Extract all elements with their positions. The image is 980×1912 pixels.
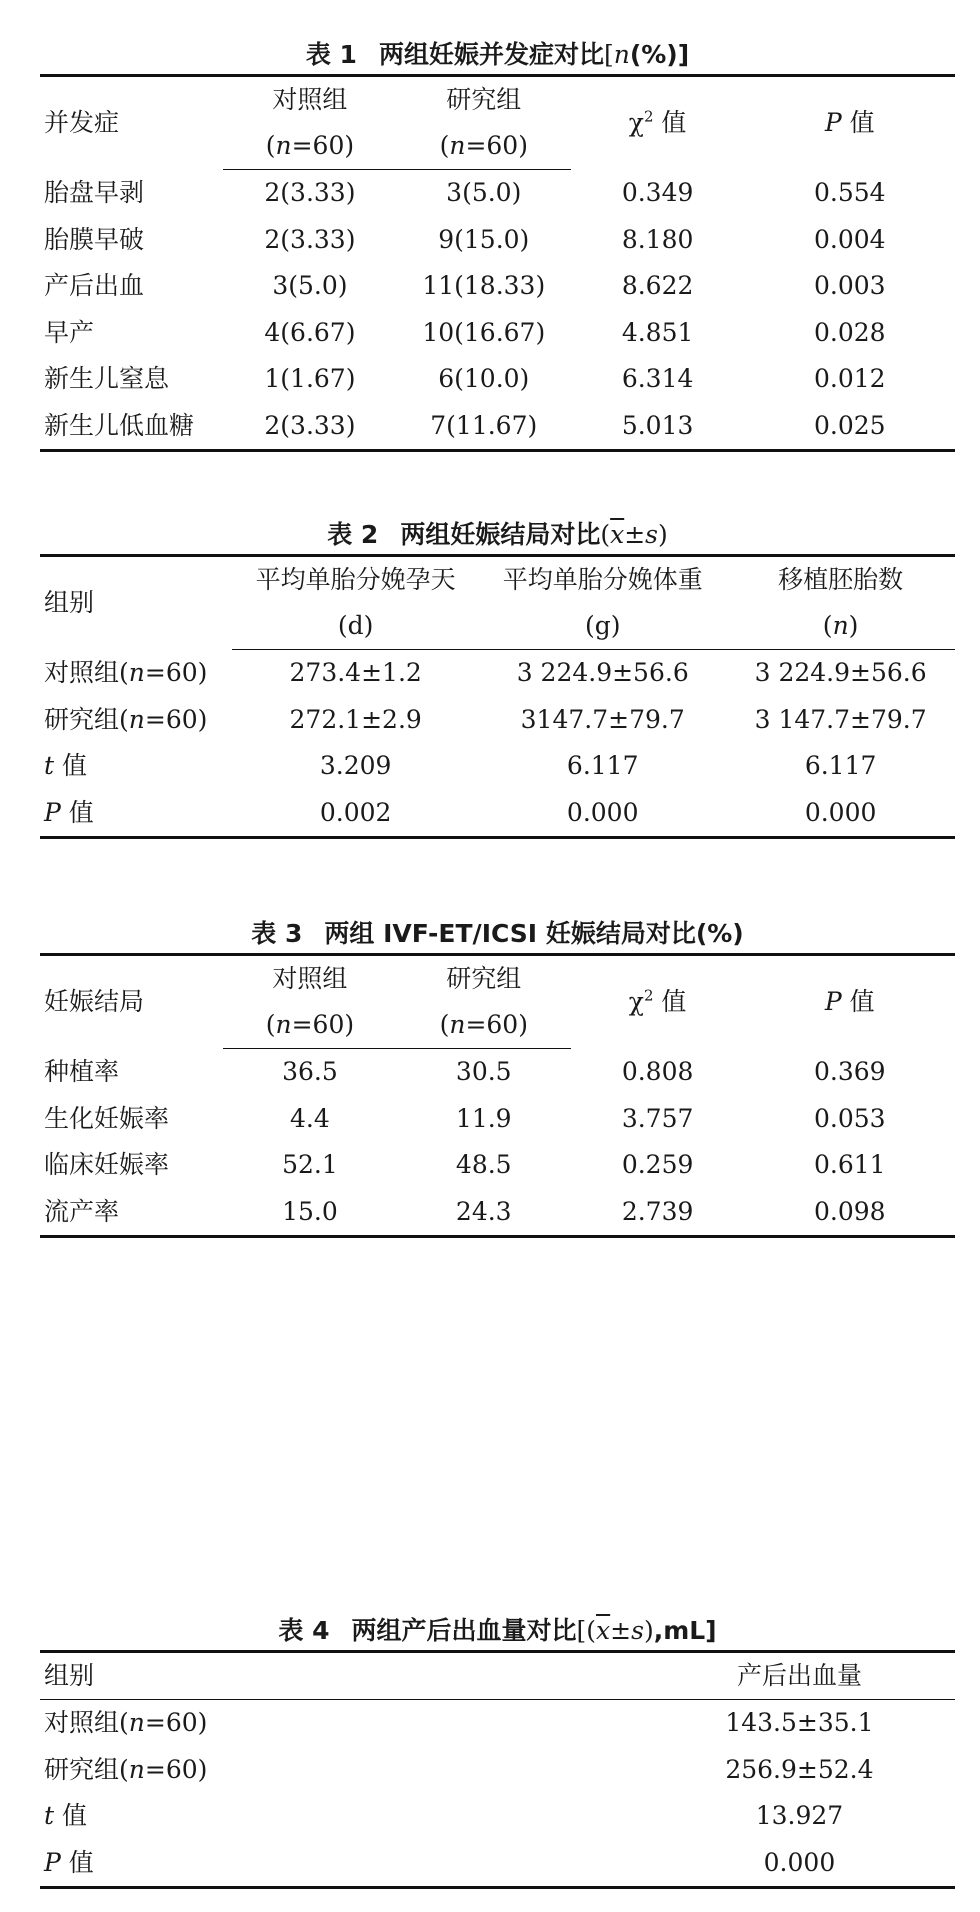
header-cell: (n=60): [223, 1002, 397, 1049]
row-label-cell: 对照组(n=60): [44, 657, 208, 687]
data-cell: 6.314: [621, 364, 694, 393]
caption-label: 表 2: [327, 520, 379, 549]
data-cell: 52.1: [282, 1150, 338, 1179]
table-row: [40, 1142, 955, 1189]
table-row: [40, 263, 955, 310]
row-label-cell: 新生儿窒息: [44, 364, 170, 393]
table-2-grid: [40, 554, 955, 839]
data-cell: 0.028: [813, 317, 886, 347]
table-row: [40, 170, 955, 217]
data-cell: 2(3.33): [264, 224, 356, 254]
data-cell: 6.117: [566, 751, 639, 780]
caption-title: 两组 IVF-ET/ICSI 妊娠结局对比(%): [324, 919, 744, 948]
table-row: [40, 403, 955, 451]
data-cell: 24.3: [455, 1196, 512, 1226]
table-3-grid: [40, 953, 955, 1238]
header-cell: 产后出血量: [644, 1652, 955, 1700]
data-cell: 11(18.33): [422, 271, 546, 300]
row-label-cell: 产后出血: [44, 271, 145, 300]
table-row: [40, 1700, 955, 1747]
table-row: [40, 1049, 955, 1096]
table-4: [40, 1614, 955, 1889]
header-cell: (n): [726, 603, 955, 650]
row-label-cell: 早产: [44, 317, 95, 347]
row-label-cell: P 值: [44, 1847, 94, 1877]
data-cell: 2(3.33): [264, 178, 356, 207]
header-cell: 平均单胎分娩孕天: [255, 565, 456, 594]
table-1-caption: 表 1 两组妊娠并发症对比[n(%)]: [305, 40, 690, 69]
header-cell: (n=60): [397, 1002, 571, 1049]
data-cell: 0.004: [813, 224, 886, 254]
data-cell: 3.757: [621, 1103, 694, 1133]
table-row: [40, 790, 955, 838]
data-cell: 0.000: [763, 1847, 836, 1877]
caption-label: 表 1: [305, 40, 357, 69]
header-cell: 并发症: [44, 108, 120, 138]
row-label-cell: 对照组(n=60): [44, 1708, 208, 1737]
header-cell: 研究组: [446, 964, 522, 993]
data-cell: 48.5: [455, 1150, 512, 1179]
data-cell: 0.349: [621, 177, 694, 207]
table-row: [40, 1189, 955, 1237]
row-label-cell: 流产率: [44, 1196, 120, 1226]
data-cell: 256.9±52.4: [725, 1754, 874, 1784]
data-cell: 30.5: [455, 1057, 512, 1086]
header-cell: P 值: [824, 987, 875, 1017]
data-cell: 0.000: [566, 797, 639, 827]
data-cell: 0.002: [319, 797, 392, 827]
data-cell: 0.098: [813, 1196, 886, 1226]
table-3-caption: [40, 917, 955, 953]
header-cell: 对照组: [272, 964, 348, 993]
data-cell: 6(10.0): [438, 364, 530, 393]
header-cell: (g): [479, 603, 726, 650]
caption-title: 两组妊娠结局对比: [400, 520, 601, 549]
data-cell: 3 224.9±56.6: [754, 658, 927, 687]
header-cell: P 值: [824, 108, 875, 138]
data-cell: 4(6.67): [264, 317, 356, 347]
data-cell: 6.117: [804, 751, 877, 780]
caption-title: 两组妊娠并发症对比: [378, 40, 604, 69]
table-row: [40, 310, 955, 357]
data-cell: 11.9: [455, 1103, 512, 1133]
data-cell: 15.0: [282, 1196, 338, 1226]
table-1: [40, 38, 955, 452]
table-1-grid: [40, 74, 955, 452]
row-label-cell: 胎膜早破: [44, 224, 145, 254]
row-label-cell: 研究组(n=60): [44, 1754, 208, 1784]
data-cell: 13.927: [755, 1801, 844, 1830]
header-cell: 移植胚胎数: [778, 565, 904, 594]
caption-title: 两组产后出血量对比: [351, 1616, 577, 1645]
data-cell: 272.1±2.9: [289, 704, 422, 734]
data-cell: 0.000: [804, 797, 877, 827]
header-cell: $\chi^2$ 值: [628, 107, 687, 138]
data-cell: 5.013: [621, 410, 694, 440]
header-cell: 组别: [40, 1652, 644, 1700]
caption-label: 表 4: [278, 1616, 330, 1645]
row-label-cell: 新生儿低血糖: [44, 410, 195, 440]
header-cell: (d): [232, 603, 479, 650]
header-cell: 研究组: [446, 85, 522, 114]
data-cell: 3.209: [319, 751, 392, 780]
caption-label: 表 3: [251, 919, 303, 948]
table-2-caption: 表 2 两组妊娠结局对比$(\overline{x}\pm s)$: [327, 520, 668, 549]
data-cell: 0.003: [813, 271, 886, 300]
data-cell: 7(11.67): [430, 410, 538, 440]
row-label-cell: t 值: [44, 751, 87, 780]
data-cell: 0.554: [813, 177, 886, 207]
table-row: [40, 1747, 955, 1794]
table-row: [40, 217, 955, 264]
row-label-cell: 种植率: [44, 1056, 120, 1086]
data-cell: 3(5.0): [272, 271, 348, 300]
data-cell: 4.851: [621, 317, 694, 347]
data-cell: 8.180: [621, 224, 694, 254]
data-cell: 0.012: [813, 364, 886, 393]
table-row: [40, 697, 955, 744]
table-2: [40, 518, 955, 839]
header-cell: 平均单胎分娩体重: [502, 565, 703, 594]
data-cell: 8.622: [621, 271, 694, 300]
data-cell: 36.5: [282, 1057, 338, 1086]
table-row: [40, 1096, 955, 1143]
data-cell: 0.025: [813, 410, 886, 440]
data-cell: 3 147.7±79.7: [754, 704, 927, 734]
data-cell: 143.5±35.1: [725, 1708, 874, 1737]
table-4-grid: [40, 1650, 955, 1889]
header-cell: 对照组: [272, 85, 348, 114]
data-cell: 4.4: [290, 1103, 330, 1133]
caption-suffix: ,mL]: [653, 1616, 717, 1645]
table-row: [40, 650, 955, 697]
data-cell: 3(5.0): [446, 178, 522, 207]
header-cell: (n=60): [223, 123, 397, 170]
data-cell: 0.808: [621, 1056, 694, 1086]
table-3: [40, 917, 955, 1238]
data-cell: 3 224.9±56.6: [516, 658, 689, 687]
row-label-cell: t 值: [44, 1801, 87, 1830]
data-cell: 10(16.67): [422, 317, 546, 347]
row-label-cell: 研究组(n=60): [44, 704, 208, 734]
row-label-cell: 生化妊娠率: [44, 1103, 170, 1133]
data-cell: 0.611: [813, 1150, 886, 1179]
row-label-cell: P 值: [44, 797, 94, 827]
table-row: [40, 743, 955, 790]
header-cell: 组别: [44, 588, 95, 618]
data-cell: 0.369: [813, 1056, 886, 1086]
header-cell: (n=60): [397, 123, 571, 170]
table-4-caption: 表 4 两组产后出血量对比$[(\overline{x}\pm s),mL]$: [278, 1616, 717, 1645]
data-cell: 0.053: [813, 1103, 886, 1133]
data-cell: 2(3.33): [264, 410, 356, 440]
header-cell: $\chi^2$ 值: [628, 986, 687, 1017]
data-cell: 0.259: [621, 1150, 694, 1179]
row-label-cell: 胎盘早剥: [44, 177, 145, 207]
table-row: [40, 356, 955, 403]
header-cell: 妊娠结局: [44, 987, 145, 1017]
table-row: [40, 1793, 955, 1840]
data-cell: 3147.7±79.7: [520, 704, 685, 734]
table-row: [40, 1840, 955, 1888]
data-cell: 1(1.67): [264, 364, 356, 393]
data-cell: 273.4±1.2: [289, 658, 422, 687]
data-cell: 2.739: [621, 1196, 694, 1226]
row-label-cell: 临床妊娠率: [44, 1150, 170, 1179]
data-cell: 9(15.0): [438, 224, 530, 254]
